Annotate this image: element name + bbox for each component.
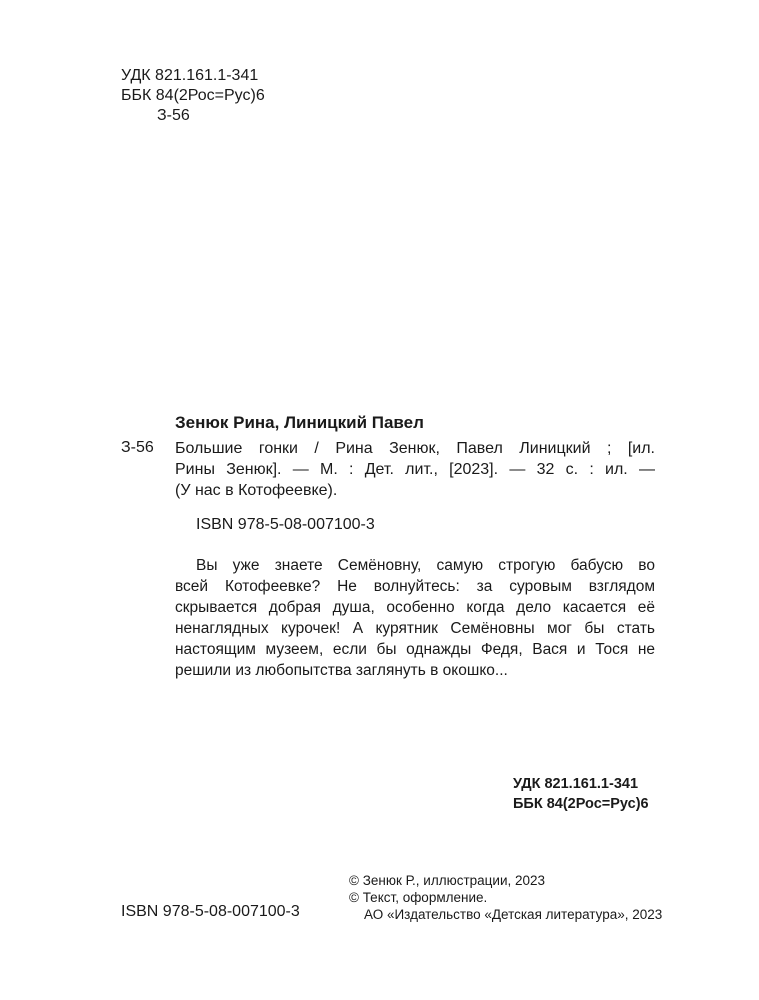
bbk-code: ББК 84(2Рос=Рус)6 [121,87,265,104]
isbn-bottom: ISBN 978-5-08-007100-3 [121,903,300,920]
annotation-line: ненаглядных курочек! А курятник Семёновны мог бы стать [175,620,655,637]
bibliographic-description [175,438,655,501]
author-mark-left: З-56 [121,439,154,456]
annotation-paragraph [175,555,655,681]
description-line: Рины Зенюк]. — М. : Дет. лит., [2023]. — 32 с. : ил. — [175,461,655,478]
author-mark: З-56 [157,107,190,124]
copyright-publisher: АО «Издательство «Детская литература», 2023 [364,907,663,922]
description-line: Большие гонки / Рина Зенюк, Павел Линицкий ; [ил. [175,440,655,457]
author-heading: Зенюк Рина, Линицкий Павел [175,413,424,432]
annotation-line: скрывается добрая душа, особенно когда дело касается её [175,599,655,616]
copyright-illustrations: © Зенюк Р., иллюстрации, 2023 [349,873,546,888]
copyright-block [349,872,662,923]
annotation-line: настоящим музеем, если бы однажды Федя, Вася и Тося не [175,641,655,658]
annotation-line: Вы уже знаете Семёновну, самую строгую бабусю во [196,557,655,574]
isbn-record: ISBN 978-5-08-007100-3 [196,516,375,533]
description-line: (У нас в Котофеевке). [175,482,338,499]
annotation-line: всей Котофеевке? Не волнуйтесь: за суровым взглядом [175,578,655,595]
udk-code: УДК 821.161.1-341 [121,67,259,84]
top-classification-block [121,66,265,126]
bbk-code-bottom: ББК 84(2Рос=Рус)6 [513,796,649,812]
annotation-line: решили из любопытства заглянуть в окошко... [175,662,508,679]
bottom-classification-block [513,774,649,814]
udk-code-bottom: УДК 821.161.1-341 [513,776,639,792]
copyright-text: © Текст, оформление. [349,890,488,905]
